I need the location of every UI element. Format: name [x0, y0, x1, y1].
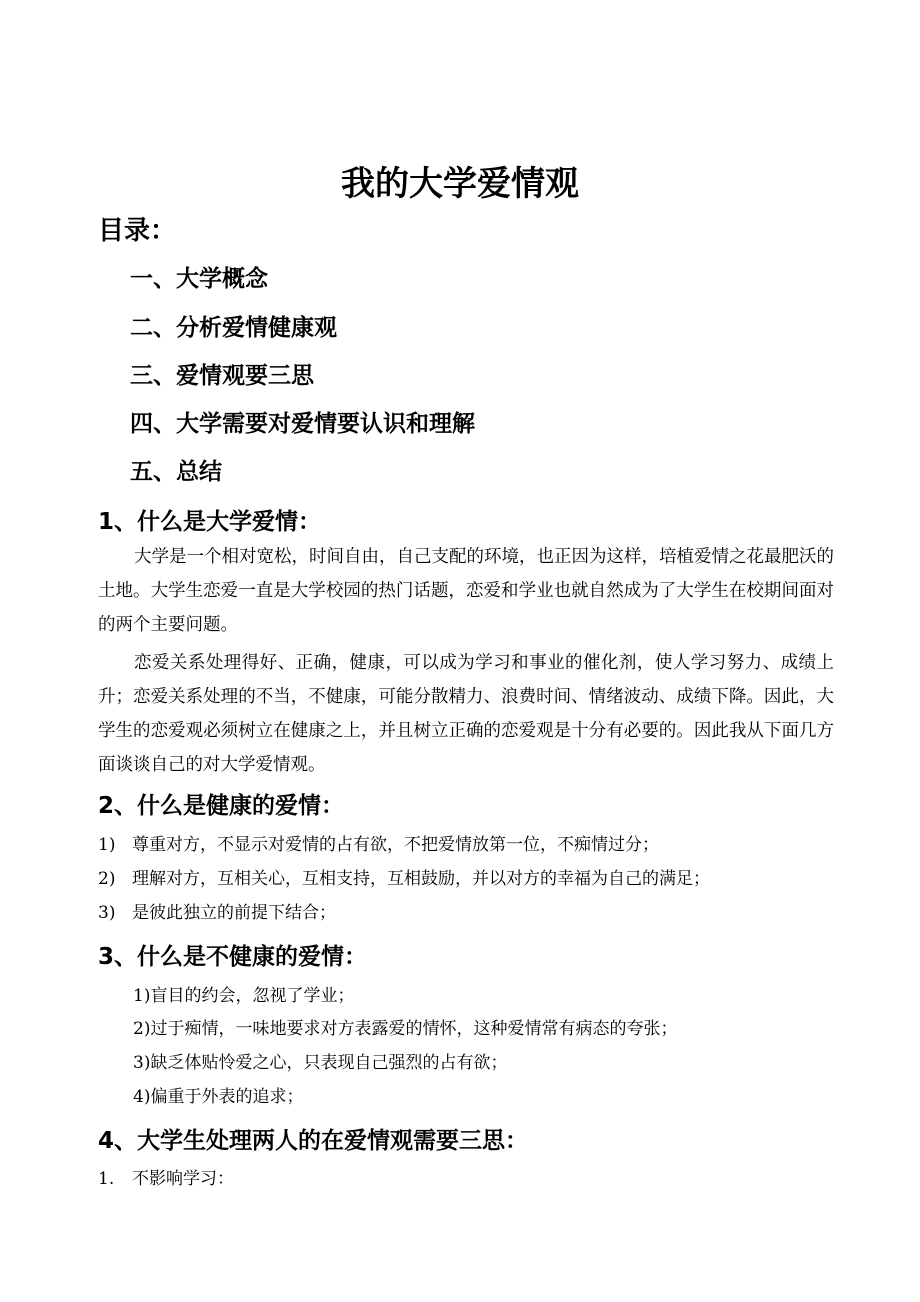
- list-item-text: 尊重对方，不显示对爱情的占有欲，不把爱情放第一位，不痴情过分；: [132, 835, 659, 855]
- list-item: 1)盲目的约会，忽视了学业；: [133, 986, 355, 1006]
- section-1-heading: 1、什么是大学爱情：: [98, 509, 322, 535]
- list-item: [98, 833, 659, 857]
- list-item: 3)缺乏体贴怜爱之心，只表现自己强烈的占有欲；: [133, 1053, 508, 1073]
- toc-item-3: 三、爱情观要三思: [130, 363, 314, 389]
- list-item-text: 理解对方，互相关心，互相支持，互相鼓励，并以对方的幸福为自己的满足；: [132, 869, 710, 889]
- section-1-paragraph-2: 恋爱关系处理得好、正确，健康，可以成为学习和事业的催化剂，使人学习努力、成绩上升；恋爱关系处理的不当，不健康，可能分散精力、浪费时间、情绪波动、成绩下降。因此，大学生的恋爱观必须树立在健康之上，并且树立正确的恋爱观是十分有必要的。因此我从下面几方面谈谈自己的对大学爱情观。: [98, 653, 834, 775]
- list-item: [98, 901, 336, 925]
- toc-item-5: 五、总结: [130, 459, 222, 485]
- list-item-number: 2): [98, 869, 116, 889]
- list-item: [98, 867, 710, 891]
- section-4-heading: 4、大学生处理两人的在爱情观需要三思：: [98, 1128, 529, 1154]
- list-item-number: 1.: [98, 1169, 115, 1189]
- toc-item-1: 一、大学概念: [130, 266, 268, 292]
- list-item-number: 1): [98, 835, 116, 855]
- list-item: 2)过于痴情，一味地要求对方表露爱的情怀，这种爱情常有病态的夸张；: [133, 1019, 678, 1039]
- section-1-paragraph-1: 大学是一个相对宽松，时间自由，自己支配的环境，也正因为这样，培植爱情之花最肥沃的土地。大学生恋爱一直是大学校园的热门话题，恋爱和学业也就自然成为了大学生在校期间面对的两个主要问题。: [98, 547, 834, 635]
- toc-item-2: 二、分析爱情健康观: [130, 315, 337, 341]
- section-2-heading: 2、什么是健康的爱情：: [98, 793, 345, 819]
- page-title: 我的大学爱情观: [341, 164, 579, 204]
- section-3-heading: 3、什么是不健康的爱情：: [98, 944, 368, 970]
- toc-heading: 目录：: [98, 216, 177, 246]
- list-item-text: 是彼此独立的前提下结合；: [132, 903, 336, 923]
- list-item: [98, 1167, 234, 1191]
- list-item-text: 不影响学习：: [132, 1169, 234, 1189]
- toc-item-4: 四、大学需要对爱情要认识和理解: [130, 411, 475, 437]
- list-item-number: 3): [98, 903, 116, 923]
- list-item: 4)偏重于外表的追求；: [133, 1087, 304, 1107]
